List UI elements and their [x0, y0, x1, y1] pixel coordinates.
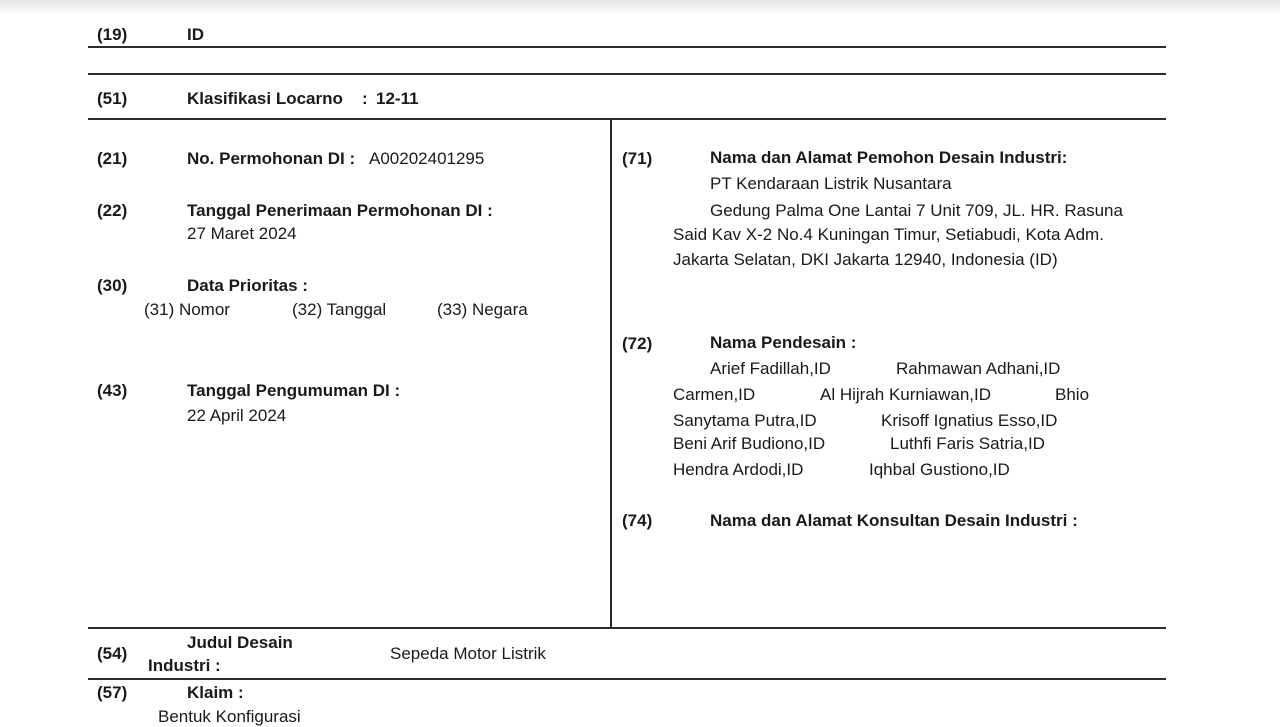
designer-name: Luthfi Faris Satria,ID — [890, 434, 1045, 453]
priority-country-column: (33) Negara — [437, 300, 528, 319]
designer-name: Iqhbal Gustiono,ID — [869, 460, 1010, 479]
locarno-colon: : — [362, 89, 368, 108]
inid-code-30: (30) — [97, 276, 128, 295]
inid-code-51: (51) — [97, 89, 128, 108]
receipt-date-label: Tanggal Penerimaan Permohonan DI : — [187, 201, 493, 220]
rule-5 — [88, 678, 1166, 680]
applicant-name: PT Kendaraan Listrik Nusantara — [710, 174, 952, 193]
claim-text: Bentuk Konfigurasi — [158, 707, 301, 726]
design-title-value: Sepeda Motor Listrik — [390, 644, 546, 663]
rule-1 — [88, 46, 1166, 48]
application-number-value: A00202401295 — [369, 149, 485, 168]
designer-name: Sanytama Putra,ID — [673, 411, 817, 430]
designer-name: Bhio — [1055, 385, 1090, 404]
inid-code-54: (54) — [97, 644, 128, 663]
rule-3 — [88, 118, 1166, 120]
inid-code-43: (43) — [97, 381, 128, 400]
inid-code-57: (57) — [97, 683, 128, 702]
locarno-label: Klasifikasi Locarno — [187, 89, 343, 108]
applicant-address-line: Jakarta Selatan, DKI Jakarta 12940, Indonesia (ID) — [673, 250, 1058, 269]
announcement-date-label: Tanggal Pengumuman DI : — [187, 381, 401, 400]
designer-name: Arief Fadillah,ID — [710, 359, 831, 378]
priority-date-column: (32) Tanggal — [292, 300, 387, 319]
inid-code-22: (22) — [97, 201, 128, 220]
claim-label: Klaim : — [187, 683, 244, 702]
receipt-date-value: 27 Maret 2024 — [187, 224, 297, 243]
inid-code-71: (71) — [622, 149, 653, 168]
designer-name: Carmen,ID — [673, 385, 756, 404]
viewer-top-shadow — [0, 0, 1280, 16]
country-code: ID — [187, 25, 204, 44]
announcement-date-value: 22 April 2024 — [187, 406, 287, 425]
application-number-label: No. Permohonan DI : — [187, 149, 356, 168]
priority-data-label: Data Prioritas : — [187, 276, 308, 295]
design-title-label-cont: Industri : — [148, 656, 221, 675]
inid-code-72: (72) — [622, 334, 653, 353]
applicant-label: Nama dan Alamat Pemohon Desain Industri: — [710, 148, 1068, 167]
rule-2 — [88, 73, 1166, 75]
applicant-address-line: Gedung Palma One Lantai 7 Unit 709, JL. HR. Rasuna — [710, 201, 1123, 220]
inid-code-21: (21) — [97, 149, 128, 168]
column-divider — [610, 118, 612, 628]
designer-name: Al Hijrah Kurniawan,ID — [820, 385, 992, 404]
designers-label: Nama Pendesain : — [710, 333, 857, 352]
inid-code-19: (19) — [97, 25, 128, 44]
design-title-label: Judul Desain — [187, 633, 293, 652]
designer-name: Rahmawan Adhani,ID — [896, 359, 1061, 378]
priority-number-column: (31) Nomor — [144, 300, 230, 319]
locarno-value: 12-11 — [376, 89, 419, 108]
inid-code-74: (74) — [622, 511, 653, 530]
designer-name: Beni Arif Budiono,ID — [673, 434, 826, 453]
designer-name: Hendra Ardodi,ID — [673, 460, 804, 479]
applicant-address-line: Said Kav X-2 No.4 Kuningan Timur, Setiabudi, Kota Adm. — [673, 225, 1104, 244]
designer-name: Krisoff Ignatius Esso,ID — [881, 411, 1058, 430]
consultant-label: Nama dan Alamat Konsultan Desain Industri : — [710, 511, 1078, 530]
rule-4 — [88, 627, 1166, 629]
